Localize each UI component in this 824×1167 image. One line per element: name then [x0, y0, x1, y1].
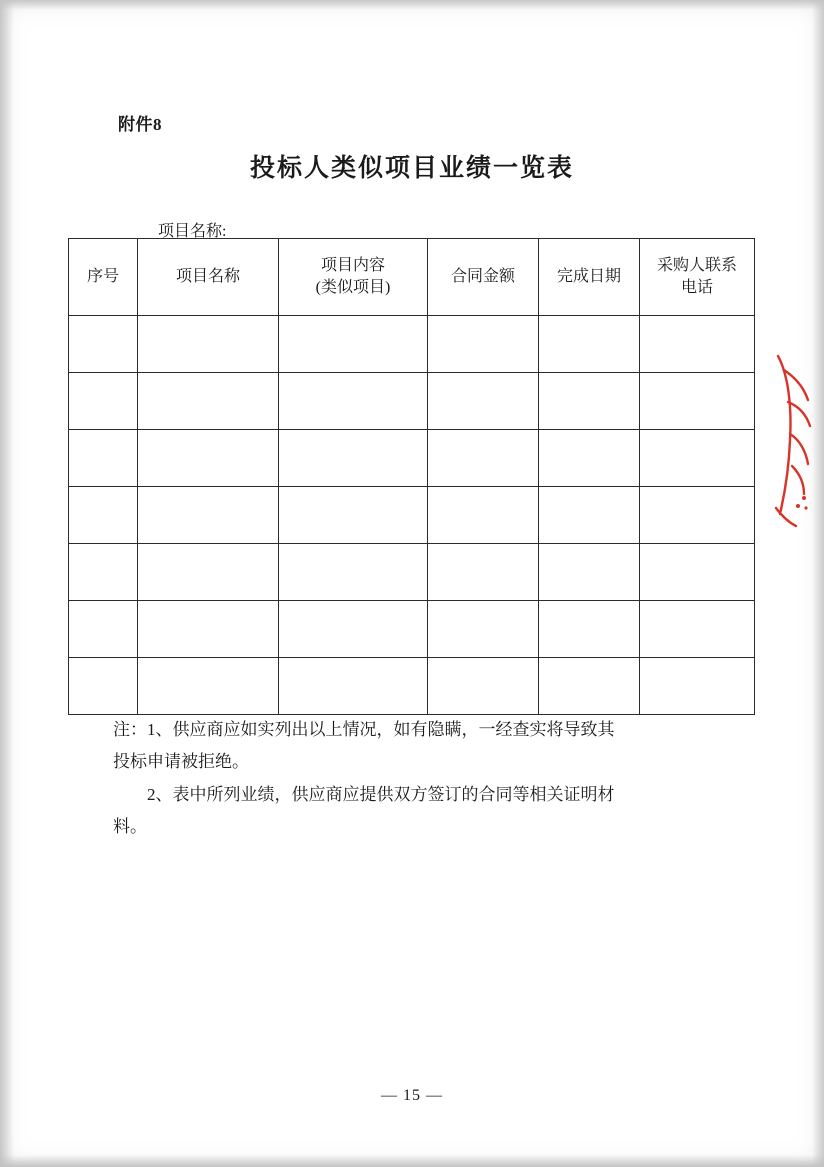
table-row — [69, 544, 755, 601]
table-cell[interactable] — [640, 373, 755, 430]
table-header-line2: 电话 — [680, 279, 713, 296]
table-header-line1: 序号 — [86, 268, 119, 286]
table-cell[interactable] — [428, 544, 539, 601]
table-cell[interactable] — [428, 316, 539, 373]
scan-edge-top — [0, 0, 824, 10]
table-cell[interactable] — [640, 316, 755, 373]
table-cell[interactable] — [69, 544, 138, 601]
table-row — [69, 487, 755, 544]
table-header-line1: 项目内容 — [320, 257, 385, 275]
table-cell[interactable] — [279, 487, 428, 544]
table-header-line1: 合同金额 — [450, 268, 515, 286]
page-number: — 15 — — [381, 1087, 443, 1104]
table-cell[interactable] — [279, 544, 428, 601]
table-cell[interactable] — [428, 373, 539, 430]
table-header-cell — [640, 239, 755, 316]
attachment-label: 附件8 — [118, 115, 162, 134]
table-cell[interactable] — [539, 487, 640, 544]
table-cell[interactable] — [539, 658, 640, 715]
table-row — [69, 316, 755, 373]
table-row — [69, 373, 755, 430]
table-cell[interactable] — [138, 601, 279, 658]
table-cell[interactable] — [539, 373, 640, 430]
table-cell[interactable] — [69, 373, 138, 430]
table-cell[interactable] — [138, 658, 279, 715]
table-cell[interactable] — [69, 658, 138, 715]
note-line-1: 注：1、供应商应如实列出以上情况，如有隐瞒，一经查实将导致其 — [113, 720, 615, 739]
table-cell[interactable] — [69, 601, 138, 658]
table-cell[interactable] — [640, 544, 755, 601]
table-header-line2: (类似项目) — [315, 279, 391, 296]
table-header-line1: 采购人联系 — [656, 257, 737, 275]
table-row — [69, 658, 755, 715]
table-cell[interactable] — [69, 487, 138, 544]
table-cell[interactable] — [428, 430, 539, 487]
table-row — [69, 430, 755, 487]
table-cell[interactable] — [539, 601, 640, 658]
table-cell[interactable] — [138, 487, 279, 544]
table-cell[interactable] — [279, 373, 428, 430]
table-cell[interactable] — [428, 601, 539, 658]
table-cell[interactable] — [640, 658, 755, 715]
table-cell[interactable] — [138, 430, 279, 487]
table-cell[interactable] — [279, 430, 428, 487]
table-header-row — [69, 239, 755, 316]
table-cell[interactable] — [279, 658, 428, 715]
table-header-line1: 项目名称 — [175, 268, 240, 286]
table-cell[interactable] — [640, 430, 755, 487]
table-header-cell — [69, 239, 138, 316]
table-cell[interactable] — [279, 316, 428, 373]
table-cell[interactable] — [539, 430, 640, 487]
table-cell[interactable] — [428, 487, 539, 544]
table-header-cell — [279, 239, 428, 316]
table-cell[interactable] — [640, 601, 755, 658]
table-cell[interactable] — [539, 316, 640, 373]
table-cell[interactable] — [428, 658, 539, 715]
page-title: 投标人类似项目业绩一览表 — [249, 155, 574, 182]
table-header-cell — [138, 239, 279, 316]
table-cell[interactable] — [279, 601, 428, 658]
performance-table — [68, 238, 755, 715]
note-line-3: 2、表中所列业绩，供应商应提供双方签订的合同等相关证明材 — [147, 784, 615, 804]
table-cell[interactable] — [69, 316, 138, 373]
table-cell[interactable] — [138, 544, 279, 601]
table-cell[interactable] — [138, 316, 279, 373]
notes-block — [113, 714, 713, 843]
table-row — [69, 601, 755, 658]
table-header-cell — [428, 239, 539, 316]
project-name-label: 项目名称: — [158, 223, 227, 240]
note-line-4: 料。 — [113, 816, 147, 836]
table-header-line1: 完成日期 — [556, 268, 621, 286]
table-header-cell — [539, 239, 640, 316]
table-cell[interactable] — [539, 544, 640, 601]
note-line-2: 投标申请被拒绝。 — [113, 752, 249, 772]
table-cell[interactable] — [640, 487, 755, 544]
scan-edge-bottom — [0, 1155, 824, 1167]
table-cell[interactable] — [69, 430, 138, 487]
table-cell[interactable] — [138, 373, 279, 430]
